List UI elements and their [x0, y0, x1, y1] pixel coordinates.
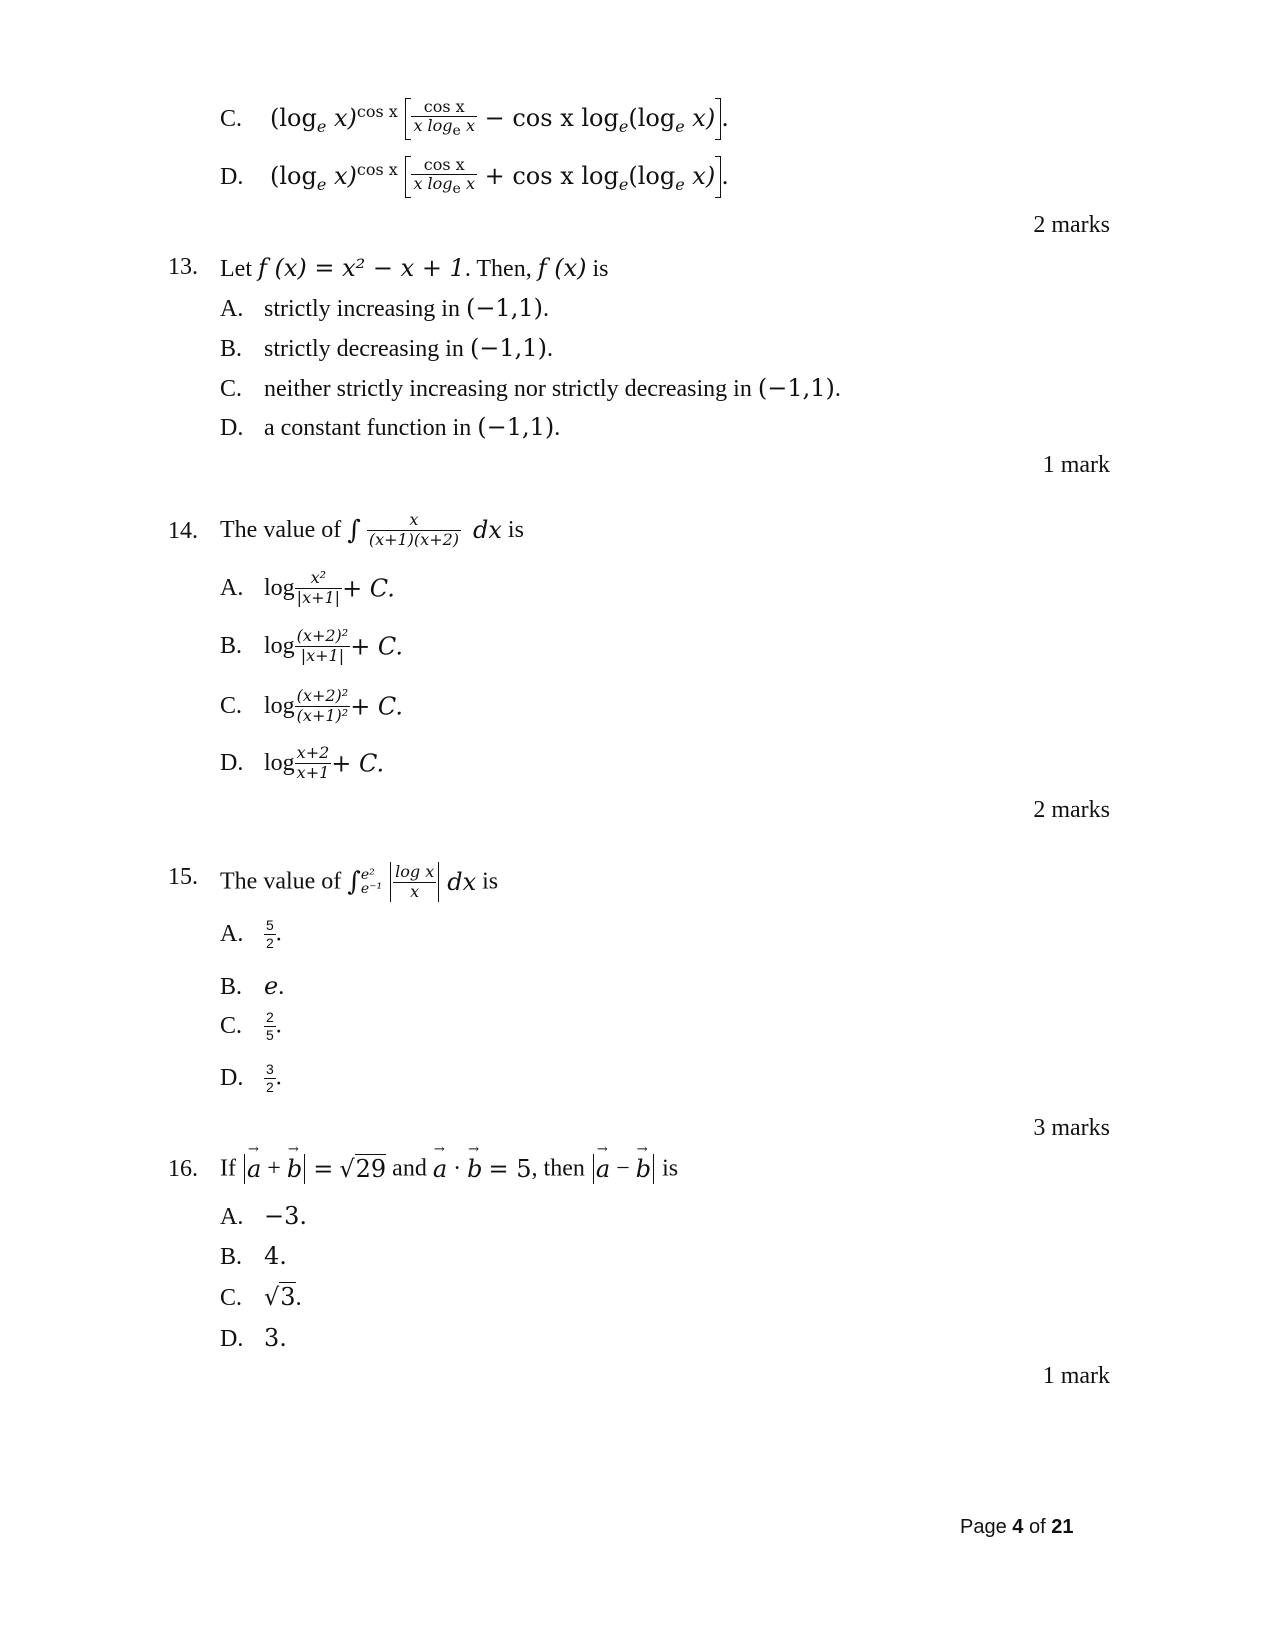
q14-option-b: B. log $\frac{\text{(x+2)²}}{|x+1|}$ + C.	[220, 626, 404, 665]
q15-stem: The value of ∫ e² e⁻¹ $\frac{\text{log x}}{x}$ dx is	[220, 861, 499, 901]
q14-option-d: D. log $\frac{x+2}{x+1}$ + C.	[220, 743, 385, 782]
q14-stem: The value of ∫ $\frac{x}{(x+1)(x+2)}$ dx is	[220, 510, 524, 549]
q16-option-a: A. −3.	[220, 1202, 308, 1230]
q15-option-a: A. $\frac{5}{2}$ .	[220, 917, 282, 951]
q16-option-d: D. 3.	[220, 1324, 287, 1352]
q16-option-b: B. 4.	[220, 1242, 287, 1270]
q14-number: 14.	[168, 518, 198, 544]
page-footer	[960, 1516, 1073, 1539]
q13-option-d: D. a constant function in (−1,1).	[220, 413, 561, 441]
q13-option-b: B. strictly decreasing in (−1,1).	[220, 334, 553, 362]
q12-marks: 2 marks	[1033, 212, 1110, 238]
q13-stem: Let f (x) = x² − x + 1. Then, f (x) is	[220, 254, 609, 282]
page-number: 4	[1012, 1516, 1024, 1538]
page-word: Page	[960, 1516, 1007, 1538]
q13-option-a: A. strictly increasing in (−1,1).	[220, 294, 549, 322]
q12-option-d	[220, 156, 729, 198]
q12-option-c	[220, 98, 729, 140]
q13-marks: 1 mark	[1042, 452, 1110, 478]
option-letter: D.	[220, 163, 244, 190]
q13-option-c: C. neither strictly increasing nor strictly decreasing in (−1,1).	[220, 374, 841, 402]
of-word: of	[1028, 1516, 1046, 1538]
q15-marks: 3 marks	[1033, 1115, 1110, 1141]
option-letter: C.	[220, 105, 243, 132]
q16-option-c: C. √3.	[220, 1283, 302, 1311]
q13-number: 13.	[168, 254, 198, 280]
q14-option-c: C. log $\frac{\text{(x+2)²}}{\text{(x+1)²}}$ + C.	[220, 686, 404, 725]
q14-option-a: A. log $\frac{\text{x²}}{|x+1|}$ + C.	[220, 568, 395, 607]
q16-number: 16.	[168, 1156, 198, 1182]
q15-option-b: B. e.	[220, 972, 285, 1000]
option-math: ($\log_e$ x)$^{cos x}$ $\frac{\text{cos x}}{x \log_e x}$ − cos x $\log_e(\log_e$ x) .	[270, 96, 729, 140]
q15-number: 15.	[168, 864, 198, 890]
q15-option-d: D. $\frac{3}{2}$ .	[220, 1061, 282, 1095]
option-math: ($\log_e$ x)$^{cos x}$ $\frac{\text{cos x}}{x \log_e x}$ + cos x $\log_e(\log_e$ x) .	[270, 154, 729, 198]
q16-stem: If a → + b → = √29 and a → · b → = 5, then a → − b → is	[220, 1154, 678, 1184]
q14-marks: 2 marks	[1033, 797, 1110, 823]
q16-marks: 1 mark	[1042, 1363, 1110, 1389]
page-total: 21	[1051, 1516, 1074, 1538]
q15-option-c: C. $\frac{2}{5}$ .	[220, 1009, 282, 1043]
